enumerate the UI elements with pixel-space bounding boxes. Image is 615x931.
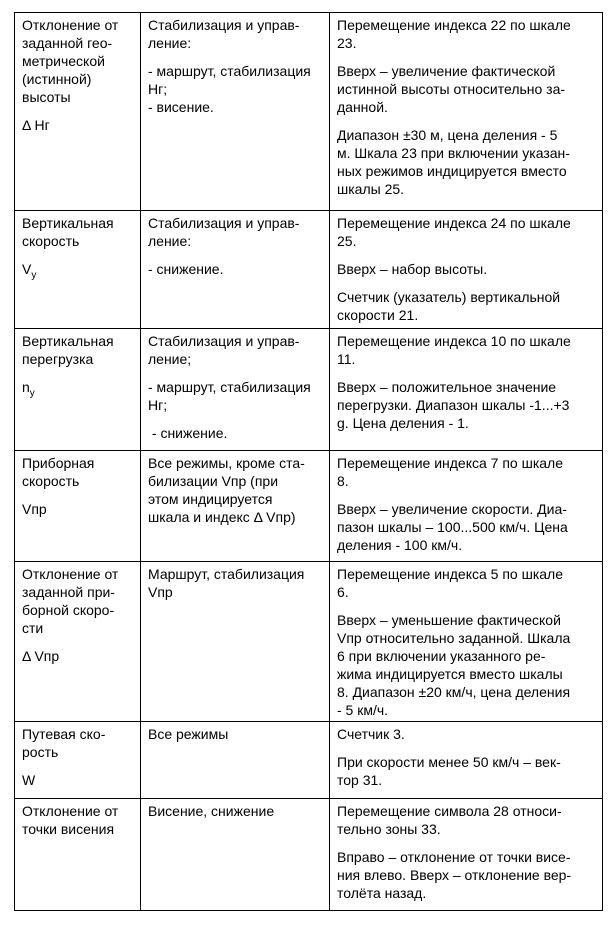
cell-parameter xyxy=(15,13,141,211)
subscript: y xyxy=(29,387,35,399)
cell-indication xyxy=(330,722,603,799)
cell-paragraph: Путевая ско- рость xyxy=(22,726,106,760)
cell-paragraph: - маршрут, стабилизация Нг; - висение. xyxy=(148,63,311,115)
cell-parameter xyxy=(15,562,141,722)
cell-paragraph: Стабилизация и управ- ление; xyxy=(148,333,300,367)
cell-paragraph: При скорости менее 50 км/ч – век- тор 31. xyxy=(337,754,561,788)
table-row xyxy=(15,451,603,562)
cell-paragraph: Маршрут, стабилизация Vпр xyxy=(148,566,305,600)
table-row xyxy=(15,562,603,722)
cell-paragraph: Отклонение от заданной при- борной скоро- сти xyxy=(22,566,119,636)
cell-paragraph: Все режимы xyxy=(148,726,229,742)
cell-paragraph: Диапазон ±30 м, цена деления - 5 м. Шкала 23 при включении указан- ных режимов индицируется вместо шкалы 25. xyxy=(337,127,570,197)
cell-indication xyxy=(330,211,603,329)
cell-paragraph: Вправо – отклонение от точки висе- ния влево. Вверх – отклонение вер- толёта назад. xyxy=(337,849,572,901)
cell-paragraph: Δ Vпр xyxy=(22,648,60,664)
cell-paragraph: Перемещение индекса 22 по шкале 23. xyxy=(337,17,571,51)
cell-paragraph: Стабилизация и управ- ление: xyxy=(148,215,300,249)
cell-paragraph: Отклонение от точки висения xyxy=(22,803,119,837)
table-row xyxy=(15,799,603,911)
cell-indication xyxy=(330,799,603,911)
cell-modes xyxy=(141,722,330,799)
cell-modes xyxy=(141,562,330,722)
cell-paragraph: $V_y$ xyxy=(22,261,37,281)
table-row xyxy=(15,722,603,799)
cell-parameter xyxy=(15,329,141,451)
cell-parameter xyxy=(15,211,141,329)
table-row xyxy=(15,13,603,211)
cell-paragraph: W xyxy=(22,772,36,788)
cell-paragraph: Перемещение индекса 10 по шкале 11. xyxy=(337,333,571,367)
cell-paragraph: Вверх – уменьшение фактической Vпр относительно заданной. Шкала 6 при включении указанного ре- жима индицируется вместо шкалы 8. Диапазон ±20 км/ч, цена деления - 5 км/ч. xyxy=(337,612,571,718)
subscript: y xyxy=(31,269,37,281)
cell-paragraph: Вертикальная перегрузка xyxy=(22,333,114,367)
cell-paragraph: Вертикальная скорость xyxy=(22,215,114,249)
cell-paragraph: - маршрут, стабилизация Нг; xyxy=(148,379,311,413)
cell-modes xyxy=(141,451,330,562)
cell-paragraph: Вверх – набор высоты. xyxy=(337,261,488,277)
cell-indication xyxy=(330,562,603,722)
cell-indication xyxy=(330,329,603,451)
cell-modes xyxy=(141,211,330,329)
cell-modes xyxy=(141,13,330,211)
cell-paragraph: Перемещение индекса 7 по шкале 8. xyxy=(337,455,564,489)
cell-paragraph: $n_y$ xyxy=(22,379,35,399)
table-body xyxy=(15,13,603,911)
cell-indication xyxy=(330,451,603,562)
cell-parameter xyxy=(15,451,141,562)
cell-paragraph: - снижение. xyxy=(148,425,228,441)
cell-paragraph: - снижение. xyxy=(148,261,224,277)
cell-paragraph: Все режимы, кроме ста- билизации Vпр (при этом индицируется шкала и индекс Δ Vпр) xyxy=(148,455,305,525)
cell-paragraph: Висение, снижение xyxy=(148,803,275,819)
table-row xyxy=(15,211,603,329)
cell-modes xyxy=(141,329,330,451)
cell-paragraph: Вверх – увеличение фактической истинной высоты относительно за- данной. xyxy=(337,63,566,115)
cell-paragraph: Перемещение символа 28 относи- тельно зоны 33. xyxy=(337,803,562,837)
cell-modes xyxy=(141,799,330,911)
cell-parameter xyxy=(15,799,141,911)
cell-paragraph: Vпр xyxy=(22,501,47,517)
cell-indication xyxy=(330,13,603,211)
cell-paragraph: Перемещение индекса 24 по шкале 25. xyxy=(337,215,571,249)
cell-paragraph: Приборная скорость xyxy=(22,455,95,489)
cell-paragraph: Вверх – увеличение скорости. Диа- пазон шкалы – 100...500 км/ч. Цена деления - 100 км/ч. xyxy=(337,501,568,553)
cell-paragraph: Δ Нг xyxy=(22,117,50,133)
cell-paragraph: Стабилизация и управ- ление: xyxy=(148,17,300,51)
cell-paragraph: Отклонение от заданной гео- метрической (истинной) высоты xyxy=(22,17,119,105)
cell-paragraph: Перемещение индекса 5 по шкале 6. xyxy=(337,566,564,600)
cell-paragraph: Вверх – положительное значение перегрузки. Диапазон шкалы -1...+3 g. Цена деления - 1. xyxy=(337,379,570,431)
table-row xyxy=(15,329,603,451)
cell-paragraph: Счетчик (указатель) вертикальной скорости 21. xyxy=(337,289,561,323)
cell-paragraph: Счетчик 3. xyxy=(337,726,405,742)
cell-parameter xyxy=(15,722,141,799)
indication-parameters-table xyxy=(14,12,603,911)
